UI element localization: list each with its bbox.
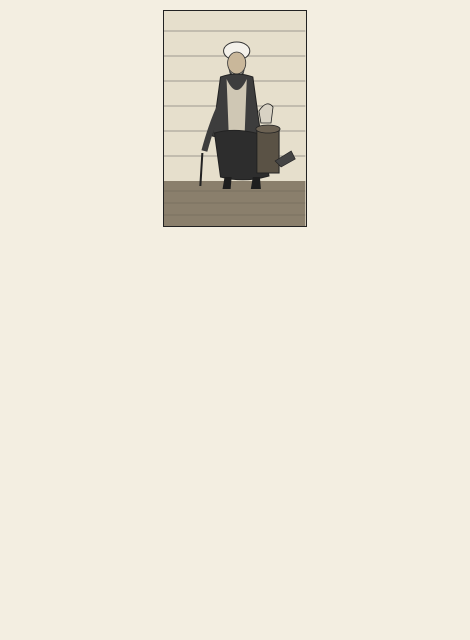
text-columns (12, 10, 458, 610)
middle-column (163, 10, 306, 610)
portrait-illustration (163, 10, 306, 227)
seated-man-illustration-icon (164, 11, 305, 226)
left-column (12, 10, 155, 610)
right-column (315, 10, 458, 610)
